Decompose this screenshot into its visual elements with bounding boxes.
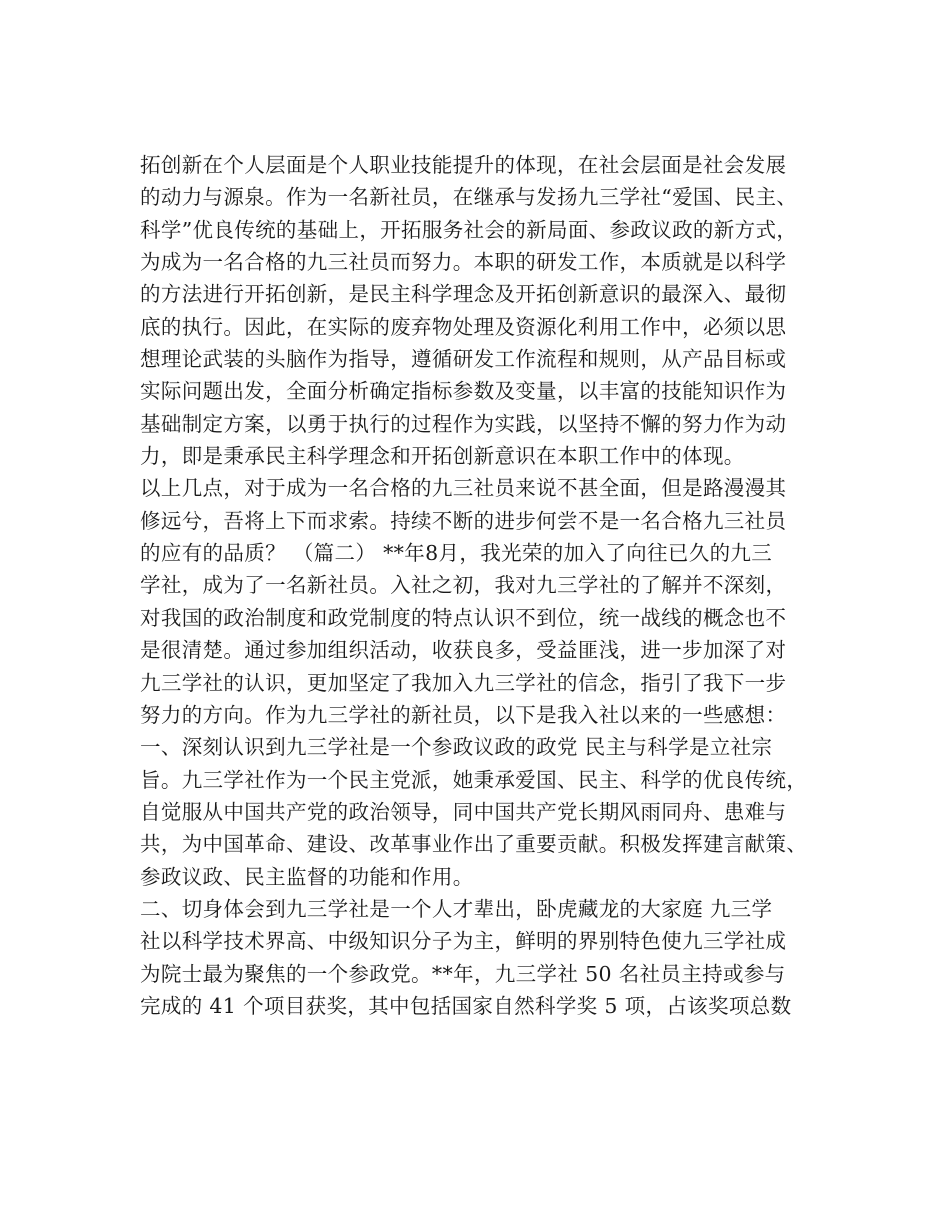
- text-line: 以上几点，对于成为一名合格的九三社员来说不甚全面，但是路漫漫其: [140, 476, 787, 501]
- text-line: 完成的 41 个项目获奖，其中包括国家自然科学奖 5 项，占该奖项总数: [140, 993, 792, 1018]
- body-text: [140, 149, 830, 1022]
- text-line: 为成为一名合格的九三社员而努力。本职的研发工作，本质就是以科学: [140, 250, 787, 275]
- text-line: 一、深刻认识到九三学社是一个参政议政的政党 民主与科学是立社宗: [140, 735, 773, 760]
- text-line: 的方法进行开拓创新，是民主科学理念及开拓创新意识的最深入、最彻: [140, 282, 787, 307]
- text-line: 学社，成为了一名新社员。入社之初，我对九三学社的了解并不深刻，: [140, 573, 787, 598]
- text-line: 基础制定方案，以勇于执行的过程作为实践，以坚持不懈的努力作为动: [140, 411, 787, 436]
- text-line: 想理论武装的头脑作为指导，遵循研发工作流程和规则，从产品目标或: [140, 347, 787, 372]
- text-line: 拓创新在个人层面是个人职业技能提升的体现，在社会层面是社会发展: [140, 153, 787, 177]
- text-line: 的动力与源泉。作为一名新社员，在继承与发扬九三学社“爱国、民主、: [140, 185, 798, 210]
- text-line: 底的执行。因此，在实际的废弃物处理及资源化利用工作中，必须以思: [140, 314, 787, 339]
- text-line: 自觉服从中国共产党的政治领导，同中国共产党长期风雨同舟、患难与: [140, 799, 787, 824]
- text-line: 旨。九三学社作为一个民主党派，她秉承爱国、民主、科学的优良传统，: [140, 767, 808, 792]
- text-line: 为院士最为聚焦的一个参政党。**年，九三学社 50 名社员主持或参与: [140, 961, 786, 986]
- text-line: 二、切身体会到九三学社是一个人才辈出，卧虎藏龙的大家庭 九三学: [140, 896, 773, 921]
- text-line: 实际问题出发，全面分析确定指标参数及变量，以丰富的技能知识作为: [140, 379, 787, 404]
- text-line: 科学”优良传统的基础上，开拓服务社会的新局面、参政议政的新方式，: [140, 217, 798, 242]
- text-line: 修远兮，吾将上下而求索。持续不断的进步何尝不是一名合格九三社员: [140, 508, 787, 533]
- text-line: 努力的方向。作为九三学社的新社员，以下是我入社以来的一些感想：: [140, 702, 787, 727]
- text-line: 的应有的品质？ （篇二） **年8月，我光荣的加入了向往已久的九三: [140, 541, 773, 566]
- text-line: 对我国的政治制度和政党制度的特点认识不到位，统一战线的概念也不: [140, 605, 787, 630]
- text-line: 九三学社的认识，更加坚定了我加入九三学社的信念，指引了我下一步: [140, 670, 787, 695]
- text-line: 力，即是秉承民主科学理念和开拓创新意识在本职工作中的体现。: [140, 444, 745, 469]
- text-line: 共，为中国革命、建设、改革事业作出了重要贡献。积极发挥建言献策、: [140, 832, 808, 857]
- text-line: 是很清楚。通过参加组织活动，收获良多，受益匪浅，进一步加深了对: [140, 638, 787, 663]
- text-line: 社以科学技术界高、中级知识分子为主，鲜明的界别特色使九三学社成: [140, 929, 787, 954]
- text-line: 参政议政、民主监督的功能和作用。: [140, 864, 474, 889]
